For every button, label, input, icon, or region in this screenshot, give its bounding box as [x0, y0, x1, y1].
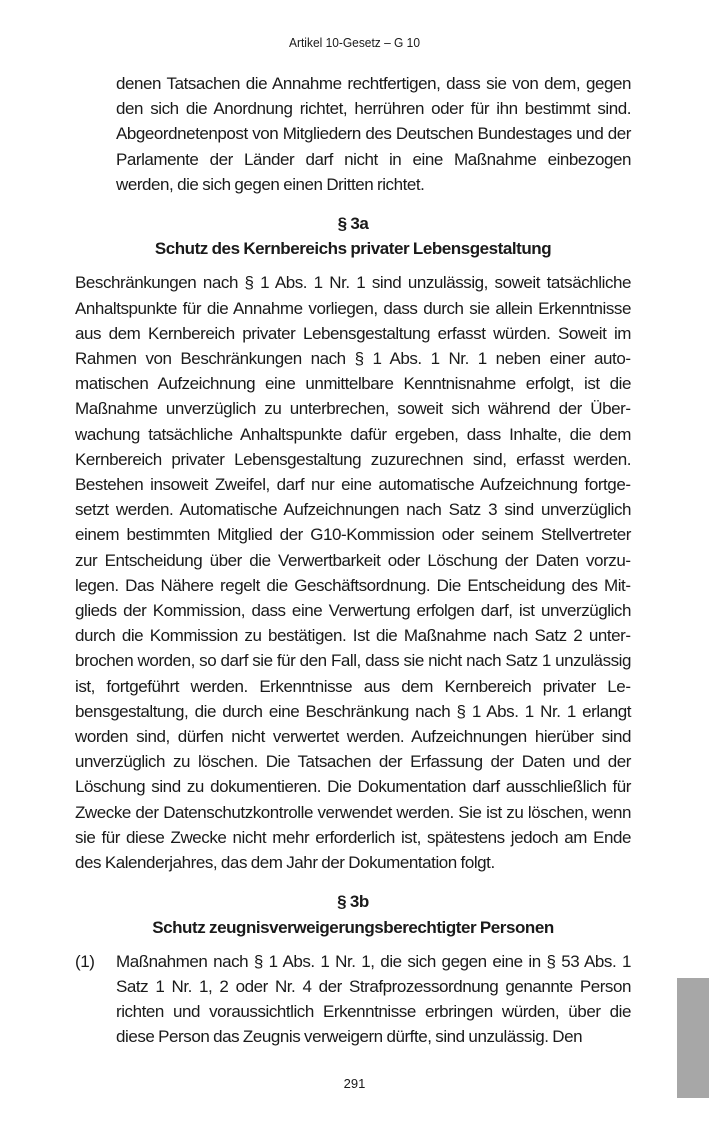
section-3a-number: § 3a — [337, 214, 369, 234]
thumb-index-tab — [677, 978, 709, 1098]
section-3b-paragraph-1 — [75, 949, 631, 1050]
section-3b-number: § 3b — [337, 892, 369, 912]
paragraph-number: (1) — [75, 951, 95, 971]
running-header: Artikel 10-Gesetz – G 10 — [289, 35, 420, 50]
page-body — [75, 71, 631, 1050]
continuation-paragraph: denen Tatsachen die Annahme rechtfertigen, dass sie von dem, gegen den sich die Anordnung richtet, herrühren oder für ihn bestimmt sind. Abgeordnetenpost von Mitgliedern des Deutschen Bundestages und der Parlamente der Länder darf nicht in eine Maßnahme einbezogen werden, die sich gegen einen Dritten richtet. — [116, 74, 631, 194]
page-number: 291 — [343, 1076, 366, 1091]
paragraph-text: Maßnahmen nach § 1 Abs. 1 Nr. 1, die sich gegen eine in § 53 Abs. 1 Satz 1 Nr. 1, 2 oder Nr. 4 der Strafprozessordnung genannte Person richten und voraussichtlich Erkenntnisse erbringen würden, über die diese Person das Zeugnis verweigern dürfte, sind unzulässig. Den — [116, 951, 631, 1047]
section-3a-title: Schutz des Kernbereichs privater Lebensgestaltung — [154, 239, 552, 259]
section-3b-title: Schutz zeugnisverweigerungsberechtigter Personen — [152, 917, 554, 937]
section-3a-text: Beschränkungen nach § 1 Abs. 1 Nr. 1 sind unzulässig, soweit tatsächliche Anhaltspunkte für die Annahme vorliegen, dass durch sie allein Erkenntnisse aus dem Kernbereich privater Lebensgestaltung erfasst würden. Soweit im Rahmen von Beschränkungen nach § 1 Abs. 1 Nr. 1 neben einer automatischen Aufzeichnung eine unmittelbare Kenntnisnahme erfolgt, ist die Maßnahme unverzüglich zu unterbrechen, soweit sich während der Überwachung tatsächliche Anhaltspunkte dafür ergeben, dass Inhalte, die dem Kernbereich privater Lebensgestaltung zuzurechnen sind, erfasst werden. Bestehen insoweit Zweifel, darf nur eine automatische Aufzeichnung fortgesetzt werden. Automatische Aufzeichnungen nach Satz 3 sind unverzüglich einem bestimmten Mitglied der G10-Kommission oder seinem Stellvertreter zur Entscheidung über die Verwertbarkeit oder Löschung der Daten vorzulegen. Das Nähere regelt die Geschäftsordnung. Die Entscheidung des Mitglieds der Kommission, dass eine Verwertung erfolgen darf, ist unverzüglich durch die Kommission zu bestätigen. Ist die Maßnahme nach Satz 2 unterbrochen worden, so darf sie für den Fall, dass sie nicht nach Satz 1 unzulässig ist, fortgeführt werden. Erkenntnisse aus dem Kernbereich privater Lebensgestaltung, die durch eine Beschränkung nach § 1 Abs. 1 Nr. 1 erlangt worden sind, dürfen nicht verwertet werden. Aufzeichnungen hierüber sind unverzüglich zu löschen. Die Tatsachen der Erfassung der Daten und der Löschung sind zu dokumentieren. Die Dokumentation darf ausschließlich für Zwecke der Datenschutzkontrolle verwendet werden. Sie ist zu löschen, wenn sie für diese Zwecke nicht mehr erforderlich ist, spätestens jedoch am Ende des Kalenderjahres, das dem Jahr der Dokumentation folgt. — [75, 273, 631, 873]
